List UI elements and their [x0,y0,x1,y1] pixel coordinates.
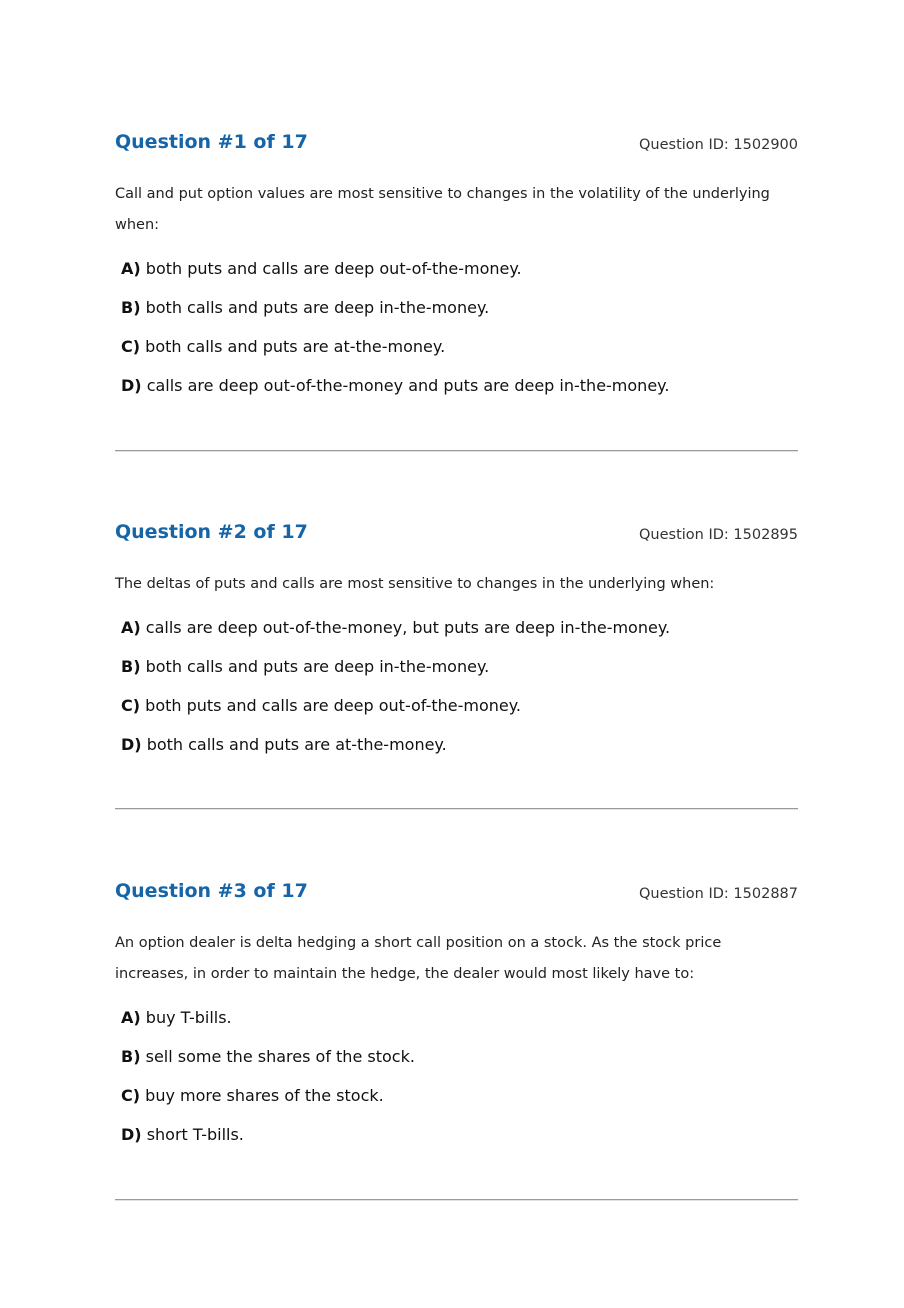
question-id: Question ID: 1502895 [639,527,798,543]
option-text: short T-bills. [146,1125,244,1144]
answer-option-a[interactable] [121,259,798,298]
option-text: buy more shares of the stock. [145,1086,384,1105]
option-text: both calls and puts are deep in-the-money. [145,657,490,676]
section-divider [115,1199,798,1201]
section-divider [115,450,798,452]
option-letter: C) [121,696,141,715]
answer-option-a[interactable] [121,618,798,657]
option-text: buy T-bills. [145,1008,232,1027]
answer-option-d[interactable] [121,376,798,415]
question-id: Question ID: 1502900 [639,137,798,153]
answer-options [121,1008,798,1164]
question-id: Question ID: 1502887 [639,886,798,902]
answer-option-c[interactable] [121,337,798,376]
question-title: Question #2 of 17 [115,521,308,543]
option-text: both calls and puts are at-the-money. [145,337,446,356]
answer-options [121,259,798,415]
option-letter: A) [121,618,141,637]
question-title: Question #3 of 17 [115,880,308,902]
option-letter: B) [121,657,141,676]
question-stem: Call and put option values are most sensitive to changes in the volatility of the underlying when: [115,186,770,233]
answer-option-a[interactable] [121,1008,798,1047]
option-letter: B) [121,298,141,317]
answer-option-d[interactable] [121,1125,798,1164]
answer-option-c[interactable] [121,1086,798,1125]
answer-option-d[interactable] [121,735,798,774]
option-text: both calls and puts are at-the-money. [146,735,447,754]
answer-option-c[interactable] [121,696,798,735]
option-text: sell some the shares of the stock. [145,1047,415,1066]
option-letter: D) [121,1125,142,1144]
option-text: both puts and calls are deep out-of-the-money. [145,696,521,715]
answer-option-b[interactable] [121,298,798,337]
option-letter: C) [121,337,141,356]
question-title: Question #1 of 17 [115,131,308,153]
option-letter: B) [121,1047,141,1066]
option-letter: C) [121,1086,141,1105]
question-stem: The deltas of puts and calls are most sensitive to changes in the underlying when: [115,576,715,592]
option-letter: D) [121,735,142,754]
section-divider [115,808,798,810]
option-letter: A) [121,259,141,278]
option-text: calls are deep out-of-the-money and puts are deep in-the-money. [146,376,670,395]
option-letter: D) [121,376,142,395]
question-stem: An option dealer is delta hedging a short call position on a stock. As the stock price increases, in order to maintain the hedge, the dealer would most likely have to: [115,935,722,982]
answer-options [121,618,798,774]
option-text: calls are deep out-of-the-money, but puts are deep in-the-money. [145,618,671,637]
option-text: both calls and puts are deep in-the-money. [145,298,490,317]
option-letter: A) [121,1008,141,1027]
option-text: both puts and calls are deep out-of-the-money. [145,259,522,278]
answer-option-b[interactable] [121,1047,798,1086]
answer-option-b[interactable] [121,657,798,696]
